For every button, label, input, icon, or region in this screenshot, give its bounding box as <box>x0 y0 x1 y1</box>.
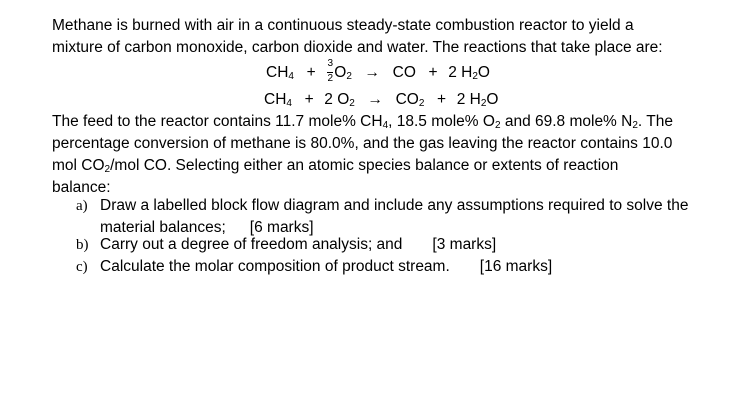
question-item-c <box>76 256 696 278</box>
eq1-product-2: 2 $H_2O$ <box>448 64 490 82</box>
item-a-text-line-1: Draw a labelled block flow diagram and include any assumptions required to solve the <box>100 197 689 214</box>
conversion-line: percentage conversion of methane is 80.0%, and the gas leaving the reactor contains 10.0 <box>52 135 673 152</box>
eq2-reactant: $CH_4$ <box>264 91 292 109</box>
item-b-marks: [3 marks] <box>432 236 497 253</box>
question-item-b <box>76 234 696 256</box>
item-c-marker: c) <box>76 259 88 275</box>
eq1-reactant: $CH_4$ <box>266 64 294 82</box>
eq1-plus: + <box>306 64 316 81</box>
item-a-marker: a) <box>76 198 88 214</box>
item-a-text-line-2: material balances; [6 marks] <box>100 219 314 236</box>
eq2-product-1: $CO_2$ <box>395 91 425 109</box>
item-c-marks: [16 marks] <box>479 258 553 275</box>
intro-line-1: Methane is burned with air in a continuous steady-state combustion reactor to yield a <box>52 17 634 34</box>
question-document <box>52 15 712 275</box>
reaction-equation-1 <box>266 58 490 84</box>
ratio-line: mol $CO_2$/mol CO. Selecting either an atomic species balance or extents of reaction <box>52 157 619 175</box>
feed-composition-line: The feed to the reactor contains 11.7 mole% $CH_4$, 18.5 mole% $O_2$ and 69.8 mole% $N_2$. The <box>52 113 673 131</box>
intro-line-2: mixture of carbon monoxide, carbon dioxide and water. The reactions that take place are: <box>52 39 663 56</box>
item-b-marker: b) <box>76 237 89 253</box>
balance-line: balance: <box>52 179 111 196</box>
eq1-fraction: $\frac{3}{2}$ <box>327 58 334 84</box>
eq2-plus: + <box>304 91 314 108</box>
eq1-arrow: → <box>364 64 381 81</box>
eq1-plus-2: + <box>428 64 438 81</box>
item-b-text: Carry out a degree of freedom analysis; and [3 marks] <box>100 236 497 253</box>
eq2-arrow: → <box>367 91 383 108</box>
item-c-text: Calculate the molar composition of product stream. [16 marks] <box>100 258 553 275</box>
eq1-oxygen: $O_2$ <box>334 64 352 82</box>
item-a-marks: [6 marks] <box>249 219 314 236</box>
eq2-product-2: 2 $H_2O$ <box>456 91 499 109</box>
eq2-plus-2: + <box>437 91 447 108</box>
eq1-product-1: CO <box>392 64 416 81</box>
eq2-oxygen: 2 $O_2$ <box>324 91 355 109</box>
reaction-equation-2 <box>264 89 498 111</box>
question-item-a <box>76 195 696 239</box>
